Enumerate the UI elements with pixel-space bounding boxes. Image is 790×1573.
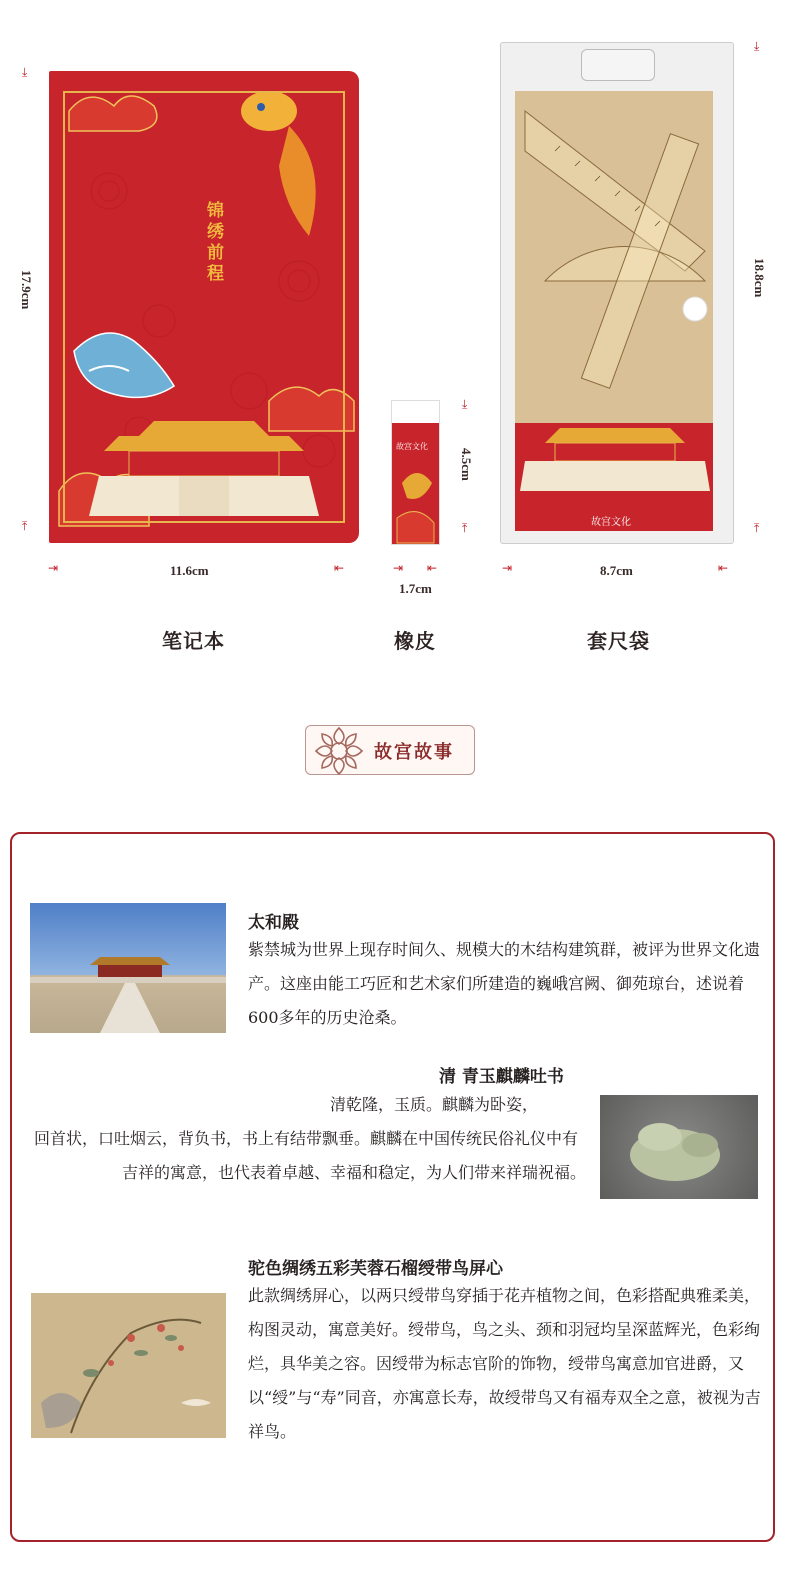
eraser-height-label: 4.5cm — [459, 448, 474, 481]
arrow-left-icon: ⇤ — [718, 561, 729, 575]
embroidery-pattern — [31, 1293, 226, 1438]
hall-silhouette — [30, 903, 226, 1033]
flower-ornament-icon — [310, 722, 368, 780]
section-badge — [305, 725, 475, 775]
notebook-height-label: 17.9cm — [19, 270, 34, 310]
bag-height-label: 18.8cm — [752, 258, 767, 298]
story-1-title: 太和殿 — [248, 913, 299, 933]
story-2-text: 回首状，口吐烟云，背负书，书上有结带飘垂。麒麟在中国传统民俗礼仪中有吉祥的寓意，也代表着卓越、幸福和稳定，为人们带来祥瑞祝福。 — [34, 1129, 586, 1182]
section-title: 故宫故事 — [374, 742, 454, 763]
arrow-right-icon: ⇥ — [48, 561, 59, 575]
notebook-cover-title: 锦绣前程 — [203, 201, 223, 285]
arrow-down-icon: ⤓ — [462, 397, 468, 411]
notebook-name: 笔记本 — [162, 629, 225, 653]
story-1-text: 紫禁城为世界上现存时间久、规模大的木结构建筑群，被评为世界文化遗产。这座由能工巧匠和艺术家们所建造的巍峨宫阙、御苑琼台，述说着600多年的历史沧桑。 — [248, 940, 761, 1027]
bag-brand: 故宫文化 — [591, 517, 631, 528]
notebook-image — [49, 71, 359, 543]
story-3-text: 此款绸绣屏心，以两只绶带鸟穿插于花卉植物之间，色彩搭配典雅柔美，构图灵动，寓意美好。绶带鸟，鸟之头、颈和羽冠均呈深蓝辉光，色彩绚烂，具华美之容。因绶带为标志官阶的饰物，绶带鸟寓意加官进爵，又以“绶”与“寿”同音，亦寓意长寿，故绶带鸟又有福寿双全之意，被视为吉祥鸟。 — [248, 1286, 761, 1441]
eraser-brand: 故宫文化 — [396, 442, 428, 451]
eraser-image — [391, 400, 440, 545]
embroidery-screen-photo — [31, 1293, 226, 1438]
eraser-name: 橡皮 — [394, 629, 436, 653]
eraser-width-label: 1.7cm — [399, 581, 432, 596]
arrow-down-icon: ⤓ — [22, 65, 28, 79]
notebook-width-label: 11.6cm — [170, 563, 209, 578]
arrow-up-icon: ⤒ — [754, 521, 760, 535]
jade-qilin-photo — [600, 1095, 758, 1199]
ruler-bag-image — [500, 42, 734, 544]
notebook-frame — [63, 91, 345, 523]
bag-width-label: 8.7cm — [600, 563, 633, 578]
arrow-up-icon: ⤒ — [462, 521, 468, 535]
hang-tab — [581, 49, 655, 81]
bag-name: 套尺袋 — [587, 629, 650, 653]
arrow-right-icon: ⇥ — [502, 561, 513, 575]
arrow-up-icon: ⤒ — [22, 519, 28, 533]
arrow-left-icon: ⇤ — [427, 561, 438, 575]
story-3-title: 驼色绸绣五彩芙蓉石榴绶带鸟屏心 — [248, 1259, 503, 1279]
arrow-right-icon: ⇥ — [393, 561, 404, 575]
arrow-left-icon: ⇤ — [334, 561, 345, 575]
taihe-hall-photo — [30, 903, 226, 1033]
arrow-down-icon: ⤓ — [754, 39, 760, 53]
story-2-text-first: 清乾隆，玉质。麒麟为卧姿， — [330, 1095, 539, 1114]
story-2-title: 清 青玉麒麟吐书 — [439, 1067, 564, 1087]
jade-qilin-shape — [600, 1095, 758, 1199]
